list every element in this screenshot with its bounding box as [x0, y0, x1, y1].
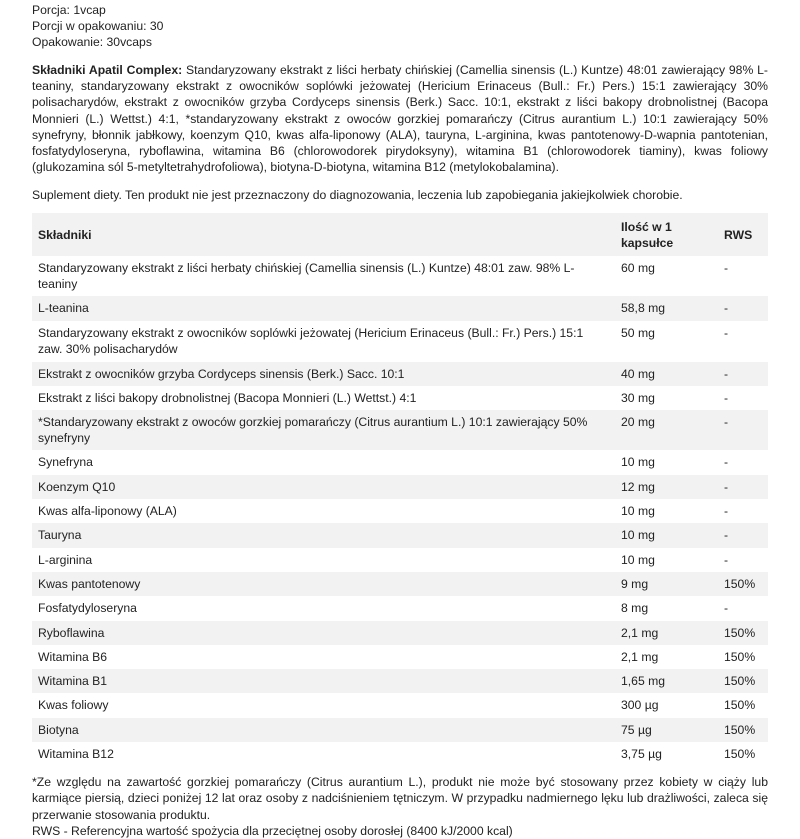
cell-amount: 9 mg [615, 572, 718, 596]
cell-rws: - [718, 362, 768, 386]
cell-rws: - [724, 601, 729, 616]
footer-notes [32, 774, 768, 838]
package-meta [32, 2, 768, 50]
cell-amount: 3,75 µg [621, 747, 662, 762]
cell-ingredient: Witamina B1 [32, 669, 615, 693]
portion-text: Porcja: 1vcap [32, 3, 106, 17]
table-row [32, 410, 768, 450]
table-row [32, 321, 768, 362]
table-row [32, 645, 768, 669]
cell-amount: 20 mg [615, 410, 718, 450]
cell-rws: 150% [718, 718, 768, 742]
header-amount: Ilość w 1 kapsułce [615, 213, 718, 256]
cell-amount: 58,8 mg [615, 296, 718, 320]
cell-amount: 10 mg [621, 552, 655, 567]
cell-ingredient: Kwas foliowy [38, 698, 109, 713]
table-row [32, 362, 768, 386]
cell-rws: - [724, 504, 729, 519]
cell-amount: 1,65 mg [615, 669, 718, 693]
cell-amount: 12 mg [615, 475, 718, 499]
table-row [32, 256, 768, 296]
table-row [32, 548, 768, 572]
ingredients-title: Składniki Apatil Complex: [32, 63, 183, 78]
cell-ingredient: Synefryna [38, 455, 93, 470]
cell-amount: 10 mg [621, 504, 655, 519]
table-row [32, 296, 768, 320]
cell-rws: - [724, 455, 729, 470]
cell-ingredient: Biotyna [32, 718, 615, 742]
ingredients-text: Standaryzowany ekstrakt z liści herbaty chińskiej (Camellia sinensis (L.) Kuntze) 48:01 zawierający 98% L-teaniny, standaryzowany ekstrakt z owocników soplówki jeżowatej (Hericium Erinaceus (Bull.: Fr.) Pers.) 15:1 zawierający 30% polisacharydów, ekstrakt z owocników grzyba Cordyceps sinensis (Berk.) Sacc. 10:1, ekstrakt z liści bakopy drobnolistnej (Bacopa Monnieri (L.) Wettst.) 4:1, *standaryzowany ekstrakt z owoców gorzkiej pomarańczy (Citrus aurantium L.) 10:1 zawierający 50% synefryny, błonnik jabłkowy, koenzym Q10, kwas alfa-liponowy (ALA), tauryna, L-arginina, kwas pantotenowy-D-wapnia pantotenian, fosfatydyloseryna, ryboflawina, witamina B6 (chlorowodorek pirydoksyny), witamina B1 (chlorowodorek tiaminy), kwas foliowy (glukozamina sól 5-metyltetrahydrofoliowa), biotyna-D-biotyna, witamina B12 (metylokobalamina). [32, 63, 768, 174]
cell-ingredient: Standaryzowany ekstrakt z owocników soplówki jeżowatej (Hericium Erinaceus (Bull.: Fr.) Pers.) 15:1 zaw. 30% polisacharydów [38, 325, 584, 356]
servings-text: Porcji w opakowaniu: 30 [32, 19, 164, 34]
table-row [32, 523, 768, 547]
cell-rws: - [718, 296, 768, 320]
table-row [32, 386, 768, 410]
table-row [32, 718, 768, 742]
cell-ingredient: Koenzym Q10 [32, 475, 615, 499]
cell-ingredient: L-teanina [32, 296, 615, 320]
cell-amount: 75 µg [615, 718, 718, 742]
cell-ingredient: Kwas alfa-liponowy (ALA) [38, 504, 177, 519]
table-header-row [32, 213, 768, 256]
cell-rws: 150% [724, 698, 756, 713]
package-text: Opakowanie: 30vcaps [32, 35, 152, 50]
cell-amount: 60 mg [621, 261, 655, 276]
cell-rws: 150% [718, 669, 768, 693]
cell-ingredient: Tauryna [32, 523, 615, 547]
cell-rws: - [724, 261, 729, 276]
header-ingredients: Składniki [32, 213, 615, 256]
warning-note: *Ze względu na zawartość gorzkiej pomarańczy (Citrus aurantium L.), produkt nie może być stosowany przez kobiety w ciąży lub karmiące piersią, dzieci poniżej 12 lat oraz osoby z nadciśnieniem tętniczym. W przypadku nadmiernego lęku lub drażliwości, zaleca się przerwanie stosowania produktu. [32, 775, 768, 822]
cell-rws: - [718, 523, 768, 547]
table-row [32, 669, 768, 693]
cell-ingredient: *Standaryzowany ekstrakt z owoców gorzkiej pomarańczy (Citrus aurantium L.) 10:1 zawierający 50% synefryny [32, 410, 615, 450]
cell-rws: 150% [724, 649, 756, 664]
cell-ingredient: Ekstrakt z owocników grzyba Cordyceps sinensis (Berk.) Sacc. 10:1 [32, 362, 615, 386]
cell-ingredient: Fosfatydyloseryna [38, 601, 137, 616]
table-row [32, 499, 768, 523]
cell-rws: - [724, 325, 729, 340]
cell-rws: 150% [718, 572, 768, 596]
disclaimer-text: Suplement diety. Ten produkt nie jest przeznaczony do diagnozowania, leczenia lub zapobiegania jakiejkolwiek chorobie. [32, 187, 683, 202]
cell-amount: 40 mg [615, 362, 718, 386]
cell-rws: - [724, 552, 729, 567]
table-row [32, 621, 768, 645]
header-rws: RWS [718, 213, 768, 256]
ingredients-paragraph [32, 62, 768, 175]
cell-ingredient: Witamina B12 [38, 747, 114, 762]
cell-ingredient: L-arginina [38, 552, 93, 567]
nutrition-table [32, 213, 768, 766]
cell-amount: 10 mg [615, 523, 718, 547]
cell-rws: - [718, 410, 768, 450]
cell-ingredient: Kwas pantotenowy [32, 572, 615, 596]
cell-ingredient: Witamina B6 [38, 649, 108, 664]
cell-rws: - [718, 475, 768, 499]
cell-rws: 150% [724, 747, 756, 762]
cell-amount: 2,1 mg [615, 621, 718, 645]
cell-ingredient: Standaryzowany ekstrakt z liści herbaty chińskiej (Camellia sinensis (L.) Kuntze) 48:01 zaw. 98% L-teaniny [38, 261, 575, 292]
cell-ingredient: Ryboflawina [32, 621, 615, 645]
cell-amount: 10 mg [621, 455, 655, 470]
cell-amount: 2,1 mg [621, 649, 659, 664]
cell-ingredient: Ekstrakt z liści bakopy drobnolistnej (Bacopa Monnieri (L.) Wettst.) 4:1 [38, 391, 417, 405]
table-row [32, 596, 768, 620]
table-row [32, 572, 768, 596]
table-row [32, 475, 768, 499]
cell-amount: 8 mg [621, 601, 649, 616]
table-row [32, 693, 768, 717]
cell-amount: 30 mg [621, 391, 655, 405]
cell-rws: 150% [718, 621, 768, 645]
table-row [32, 450, 768, 474]
table-body [32, 256, 768, 766]
cell-amount: 300 µg [621, 698, 659, 713]
table-row [32, 742, 768, 766]
rws-note: RWS - Referencyjna wartość spożycia dla przeciętnej osoby dorosłej (8400 kJ/2000 kcal) [32, 823, 513, 838]
cell-amount: 50 mg [621, 325, 655, 340]
cell-rws: - [724, 391, 729, 405]
